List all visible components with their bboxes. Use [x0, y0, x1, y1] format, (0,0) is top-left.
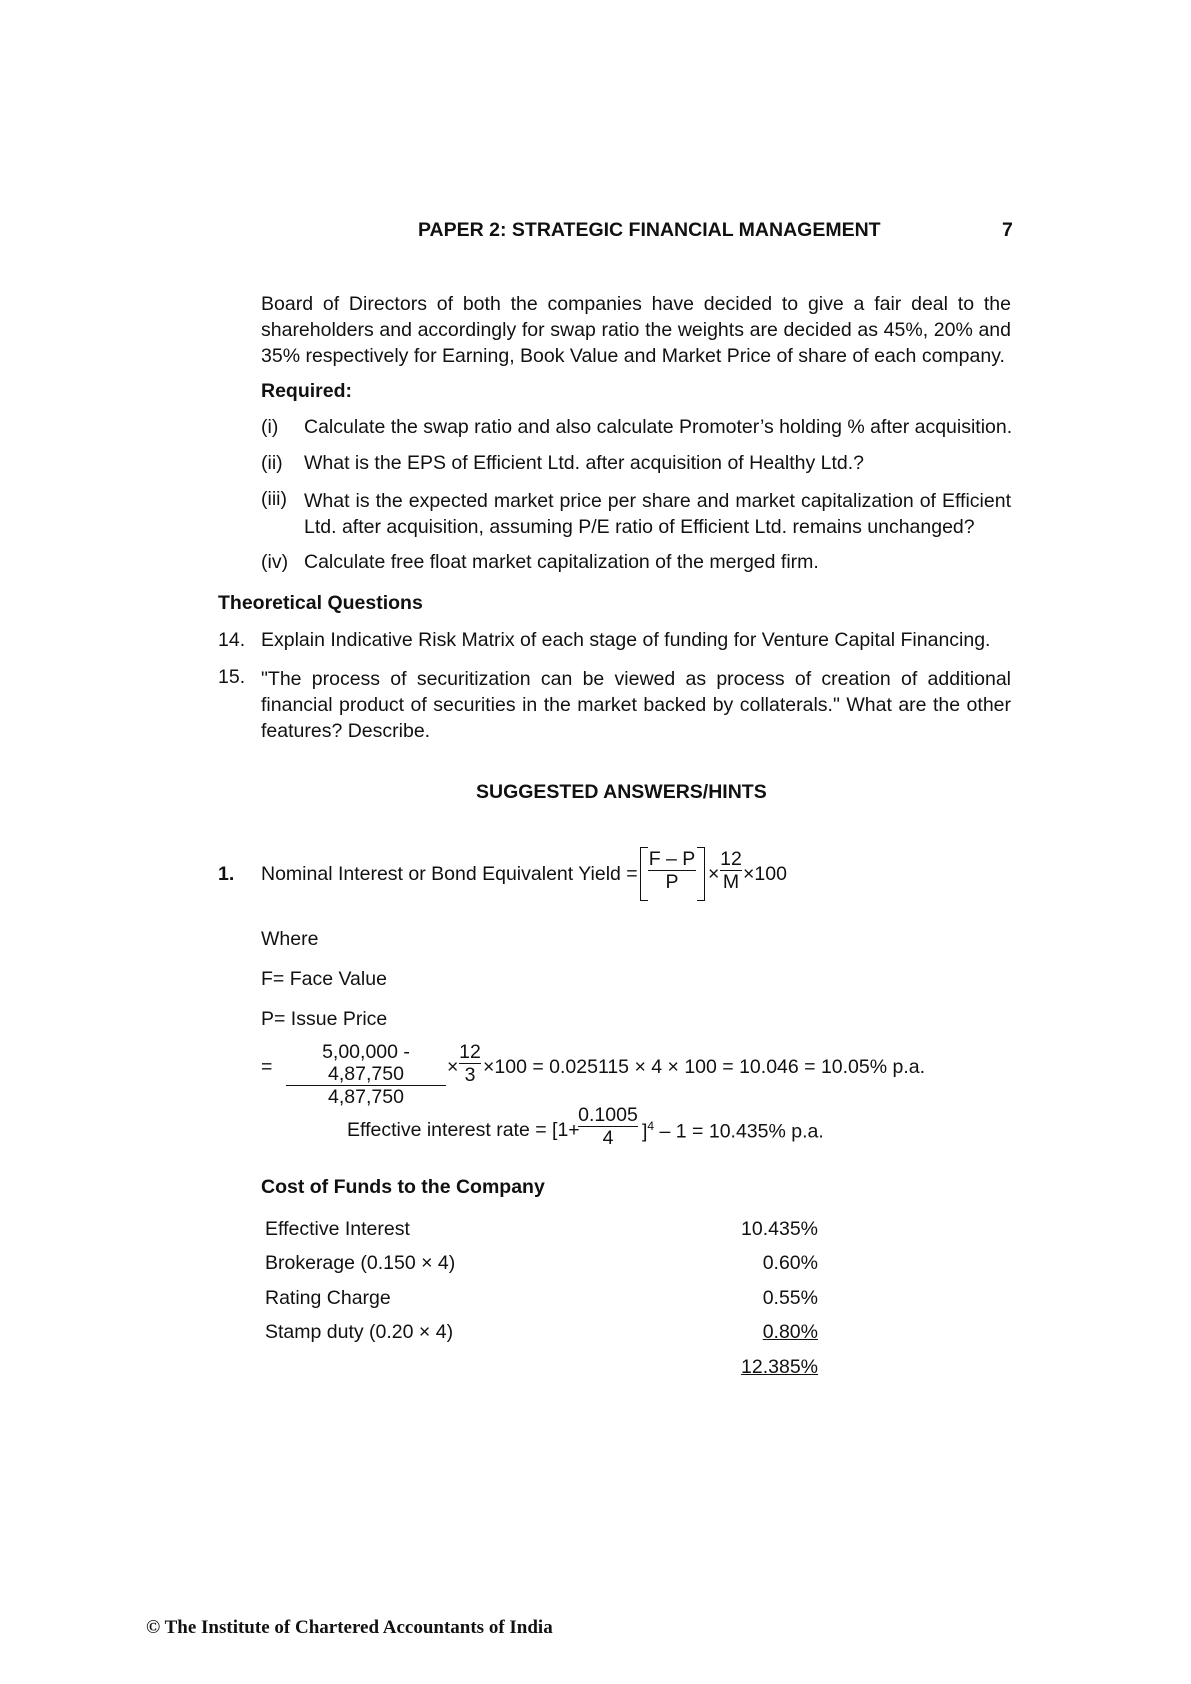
formula-tail: ×100 [743, 863, 787, 885]
formula-denominator: P [648, 870, 696, 893]
theoretical-heading: Theoretical Questions [218, 592, 423, 614]
cost-row-label: Brokerage (0.150 × 4) [265, 1252, 456, 1274]
times-sign: × [447, 1056, 459, 1078]
cost-row-label: Rating Charge [265, 1287, 391, 1309]
cost-row-label: Effective Interest [265, 1218, 410, 1240]
cost-row-value: 0.60% [762, 1252, 818, 1274]
cost-heading: Cost of Funds to the Company [261, 1176, 545, 1198]
item-marker: (i) [261, 416, 279, 438]
effective-close-bracket: ] [642, 1120, 648, 1143]
effective-numerator: 0.1005 [578, 1104, 638, 1126]
calc-tail: ×100 = 0.025115 × 4 × 100 = 10.046 = 10.05% p.a. [483, 1056, 926, 1078]
right-bracket [697, 847, 705, 901]
cost-row-value: 0.55% [762, 1287, 818, 1309]
formula-fraction-1 [648, 848, 696, 893]
answer-number: 1. [218, 863, 235, 885]
effective-fraction [578, 1104, 638, 1149]
effective-label: Effective interest rate = [1+ [347, 1119, 580, 1141]
calc-fraction-1 [286, 1041, 446, 1108]
page-header-title: PAPER 2: STRATEGIC FINANCIAL MANAGEMENT [418, 219, 881, 241]
effective-denominator: 4 [578, 1126, 638, 1149]
list-item: Calculate the swap ratio and also calculate Promoter’s holding % after acquisition. [304, 416, 1013, 438]
cost-row-value: 10.435% [741, 1218, 818, 1240]
cost-row-label: Stamp duty (0.20 × 4) [265, 1321, 454, 1343]
item-marker: (iii) [261, 488, 287, 510]
effective-tail: – 1 = 10.435% p.a. [654, 1120, 824, 1143]
calc-denominator: 3 [459, 1063, 481, 1086]
formula-fraction-2 [720, 848, 742, 893]
page-footer: © The Institute of Chartered Accountants of India [146, 1617, 553, 1638]
effective-result [642, 1119, 824, 1144]
effective-exponent: 4 [647, 1119, 655, 1133]
list-item: Calculate free float market capitalization of the merged firm. [304, 551, 819, 573]
formula-label: Nominal Interest or Bond Equivalent Yield = [261, 863, 638, 885]
required-label: Required: [261, 380, 353, 402]
calc-numerator: 12 [459, 1041, 481, 1063]
times-sign: × [708, 863, 720, 885]
page-number: 7 [1002, 219, 1013, 241]
calc-fraction-2 [459, 1041, 481, 1086]
calc-numerator: 5,00,000 - 4,87,750 [322, 1041, 410, 1085]
question-text: Explain Indicative Risk Matrix of each stage of funding for Venture Capital Financing. [261, 629, 991, 651]
equals-sign: = [261, 1056, 273, 1078]
item-marker: (iv) [261, 551, 289, 573]
answers-heading: SUGGESTED ANSWERS/HINTS [476, 781, 767, 803]
list-item: What is the EPS of Efficient Ltd. after acquisition of Healthy Ltd.? [304, 452, 865, 474]
question-number: 15. [218, 666, 246, 688]
definition-issue-price: P= Issue Price [261, 1008, 388, 1030]
formula-denominator: M [720, 870, 742, 893]
list-item: What is the expected market price per share and market capitalization of Efficient Ltd. after acquisition, assuming P/E ratio of Efficient Ltd. remains unchanged? [304, 490, 1011, 538]
left-bracket [640, 847, 648, 901]
formula-numerator: 12 [720, 848, 742, 870]
calc-denominator: 4,87,750 [286, 1085, 446, 1108]
cost-row-value: 0.80% [762, 1321, 818, 1343]
question-text: "The process of securitization can be viewed as process of creation of additional financial product of securities in the market backed by collaterals." What are the other features? Describe. [261, 668, 1011, 742]
intro-paragraph: Board of Directors of both the companies have decided to give a fair deal to the shareholders and accordingly for swap ratio the weights are decided as 45%, 20% and 35% respectively for Earning, Book Value and Market Price of share of each company. [261, 293, 1011, 367]
definition-face-value: F= Face Value [261, 968, 387, 990]
formula-numerator: F – P [648, 848, 696, 870]
item-marker: (ii) [261, 452, 283, 474]
question-number: 14. [218, 629, 246, 651]
where-label: Where [261, 928, 319, 950]
cost-total: 12.385% [741, 1356, 818, 1378]
